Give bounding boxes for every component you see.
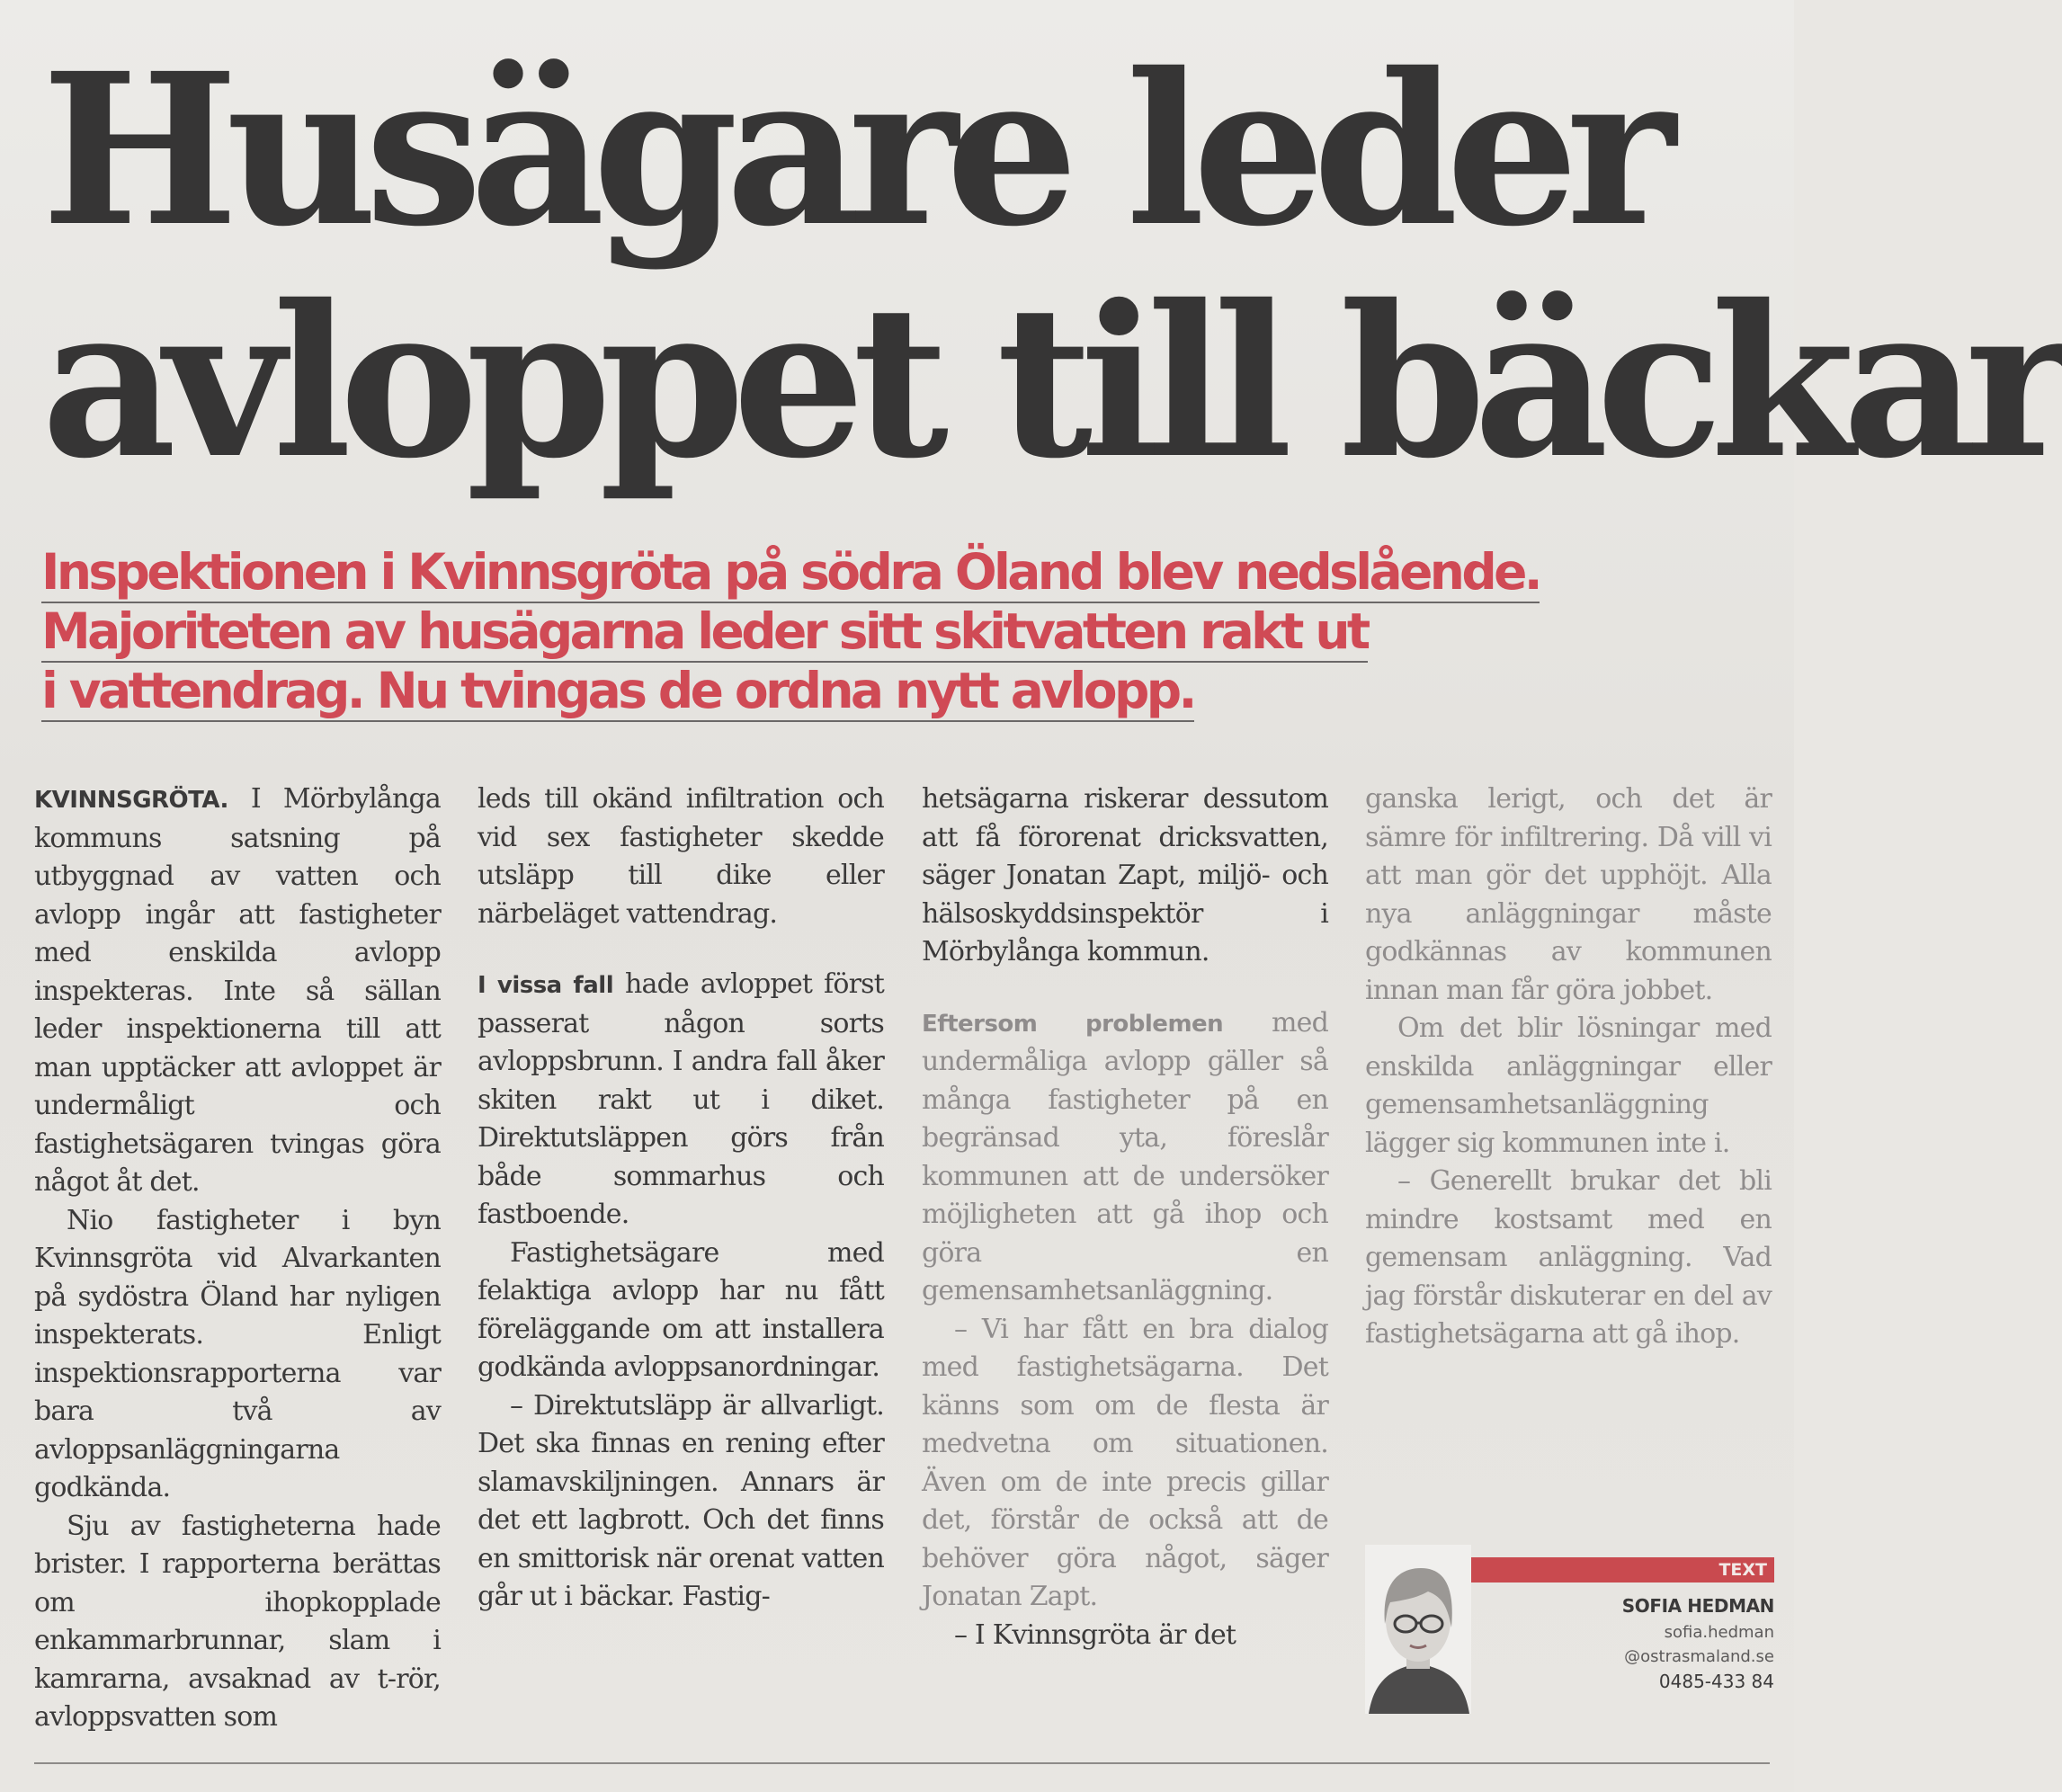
- author-email-user: sofia.hedman: [1664, 1623, 1774, 1642]
- deck-subheading: [41, 544, 1750, 722]
- byline-tag: TEXT: [1471, 1557, 1774, 1582]
- paragraph: – Vi har fått en bra dialog med fastighetsägarna. Det känns som om de flesta är medvetna om situationen. Även om de inte precis gillar det, förstår de också att de behöver göra något, säger Jonatan Zapt.: [922, 1313, 1328, 1612]
- headline-line-2: avloppet till bäckar: [41, 259, 2062, 504]
- paragraph: Nio fastigheter i byn Kvinnsgröta vid Alvarkanten på sydöstra Öland har nyligen inspekterats. Enligt inspektionsrapporterna var bara två av avloppsanläggningarna godkända.: [34, 1204, 441, 1503]
- paragraph: KVINNSGRÖTA. I Mörbylånga kommuns satsning på utbyggnad av vatten och avlopp ingår att fastigheter med enskilda avlopp inspekteras. Inte så sällan leder inspektionerna till att man upptäcker att avloppet är undermåligt och fastighetsägaren tvingas göra något åt det.: [34, 783, 441, 1198]
- deck-line-3: i vattendrag. Nu tvingas de ordna nytt avlopp.: [41, 663, 1194, 722]
- column-1: [34, 780, 441, 1737]
- paragraph: – Generellt brukar det bli mindre kostsamt med en gemensam anläggning. Vad jag förstår diskuterar en del av fastighetsägarna att gå ihop.: [1365, 1165, 1772, 1350]
- paragraph: Om det blir lösningar med enskilda anläggningar eller gemensamhetsanläggning lägger sig kommunen inte i.: [1365, 1012, 1772, 1159]
- author-portrait: [1365, 1545, 1471, 1714]
- headline: [41, 27, 2062, 504]
- column-3: [922, 780, 1328, 1654]
- paragraph: Eftersom problemen med undermåliga avlopp gäller så många fastigheter på en begränsad yta, föreslår kommunen att de undersöker möjligheten att gå ihop och göra en gemensamhetsanläggning.: [922, 1006, 1328, 1306]
- author-email-domain: @ostrasmaland.se: [1624, 1647, 1774, 1666]
- author-phone: 0485-433 84: [1658, 1671, 1774, 1692]
- author-name: SOFIA HEDMAN: [1621, 1595, 1774, 1617]
- paragraph: Sju av fastigheterna hade brister. I rapporterna berättas om ihopkopplade enkammarbrunnar, slam i kamrarna, avsaknad av t-rör, avloppsvatten som: [34, 1510, 441, 1733]
- author-email: [1486, 1620, 1774, 1669]
- paragraph: ganska lerigt, och det är sämre för infiltrering. Då vill vi att man gör det upphöjt. Alla nya anläggningar måste godkännas av kommunen innan man får göra jobbet.: [1365, 783, 1772, 1006]
- column-4: [1365, 780, 1772, 1354]
- byline-box: [1365, 1545, 1774, 1714]
- headline-line-1: Husägare leder: [41, 27, 1664, 272]
- run-in-heading: I vissa fall: [478, 972, 614, 999]
- paragraph: – Direktutsläpp är allvarligt. Det ska finnas en rening efter slamavskiljningen. Annars är det ett lagbrott. Och det finns en smittorisk när orenat vatten går ut i bäckar. Fastig-: [478, 1389, 884, 1612]
- run-in-heading: Eftersom problemen: [922, 1010, 1224, 1038]
- dateline: KVINNSGRÖTA.: [34, 787, 228, 814]
- paragraph: – I Kvinnsgröta är det: [954, 1618, 1236, 1651]
- paragraph: leds till okänd infiltration och vid sex fastigheter skedde utsläpp till dike eller närbeläget vattendrag.: [478, 783, 884, 930]
- paragraph: hetsägarna riskerar dessutom att få förorenat dricksvatten, säger Jonatan Zapt, miljö- och hälsoskyddsinspektör i Mörbylånga kommun.: [922, 783, 1328, 967]
- deck-line-2: Majoriteten av husägarna leder sitt skitvatten rakt ut: [41, 603, 1368, 663]
- column-2: [478, 780, 884, 1617]
- paragraph: Fastighetsägare med felaktiga avlopp har nu fått föreläggande om att installera godkända avloppsanordningar.: [478, 1236, 884, 1383]
- deck-line-1: Inspektionen i Kvinnsgröta på södra Öland blev nedslående.: [41, 544, 1540, 603]
- bottom-rule: [34, 1762, 1770, 1764]
- author-portrait-image: [1365, 1545, 1471, 1714]
- paragraph: I vissa fall hade avloppet först passerat någon sorts avloppsbrunn. I andra fall åker skiten rakt ut i diket. Direktutsläppen görs från både sommarhus och fastboende.: [478, 968, 884, 1230]
